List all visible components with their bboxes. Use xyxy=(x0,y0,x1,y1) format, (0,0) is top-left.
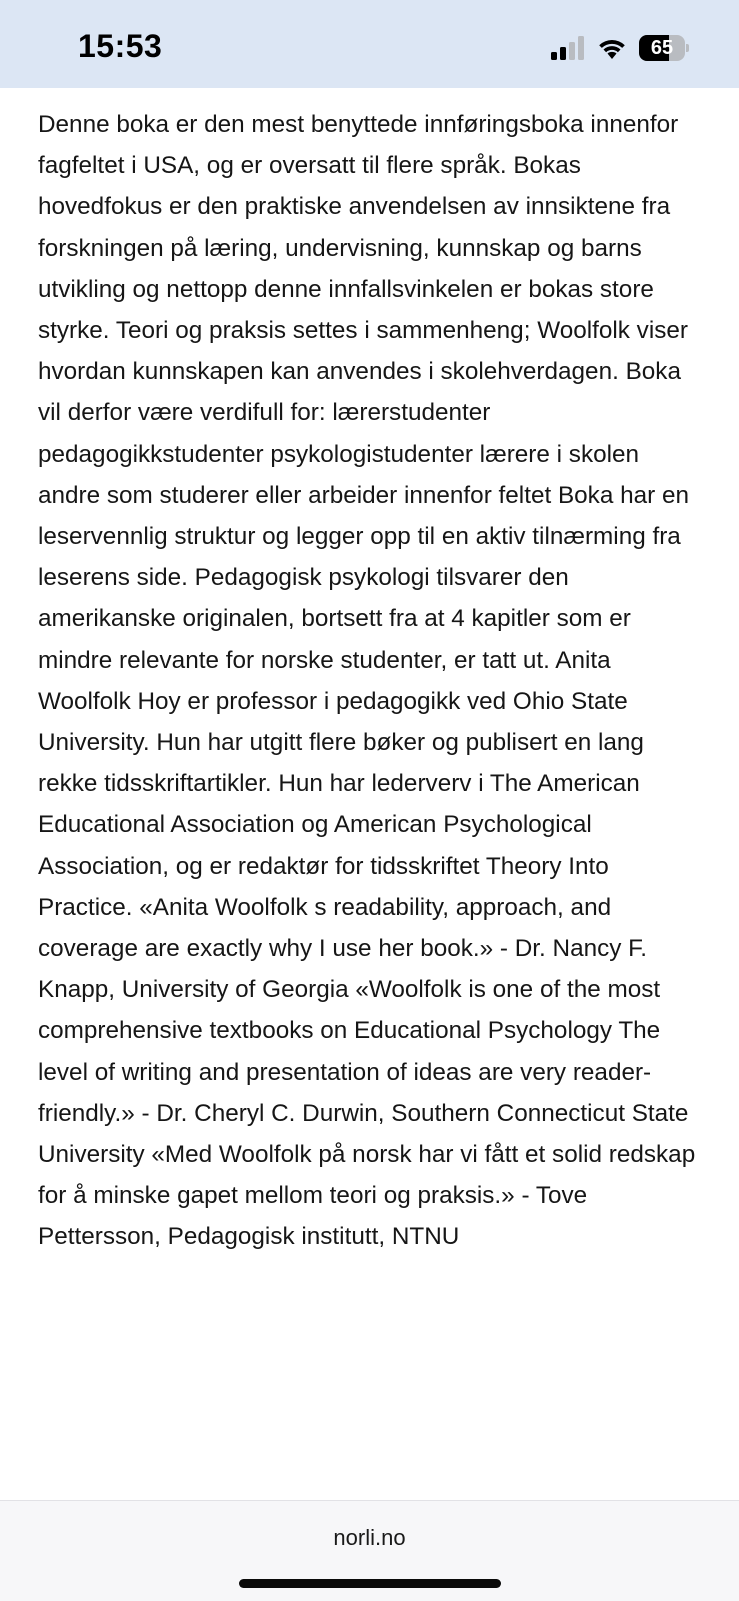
signal-bar-1 xyxy=(551,52,557,60)
browser-bottom-bar xyxy=(0,1500,739,1601)
url-label[interactable]: norli.no xyxy=(333,1525,406,1550)
signal-bar-4 xyxy=(578,36,584,60)
signal-bar-2 xyxy=(560,47,566,60)
signal-bar-3 xyxy=(569,42,575,60)
battery-level: 65 xyxy=(650,37,674,59)
book-description: Denne boka er den mest benyttede innføringsboka innenfor fagfeltet i USA, og er oversatt til flere språk. Bokas hovedfokus er den praktiske anvendelsen av innsiktene fra forskningen på læring, undervisning, kunnskap og barns utvikling og nettopp denne innfallsvinkelen er bokas store styrke. Teori og praksis settes i sammenheng; Woolfolk viser hvordan kunnskapen kan anvendes i skolehverdagen. Boka vil derfor være verdifull for: lærerstudenter pedagogikkstudenter psykologistudenter lærere i skolen andre som studerer eller arbeider innenfor feltet Boka har en leservennlig struktur og legger opp til en aktiv tilnærming fra leserens side. Pedagogisk psykologi tilsvarer den amerikanske originalen, bortsett fra at 4 kapitler som er mindre relevante for norske studenter, er tatt ut. Anita Woolfolk Hoy er professor i pedagogikk ved Ohio State University. Hun har utgitt flere bøker og publisert en lang rekke tidsskriftartikler. Hun har lederverv i The American Educational Association og American Psychological Association, og er redaktør for tidsskriftet Theory Into Practice. «Anita Woolfolk s readability, approach, and coverage are exactly why I use her book.» - Dr. Nancy F. Knapp, University of Georgia «Woolfolk is one of the most comprehensive textbooks on Educational Psychology The level of writing and presentation of ideas are very reader-friendly.» - Dr. Cheryl C. Durwin, Southern Connecticut State University «Med Woolfolk på norsk har vi fått et solid redskap for å minske gapet mellom teori og praksis.» - Tove Pettersson, Pedagogisk institutt, NTNU xyxy=(38,111,696,1251)
wifi-icon xyxy=(597,36,627,60)
status-icons xyxy=(551,34,689,62)
status-time: 15:53 xyxy=(78,28,163,64)
status-bar xyxy=(0,0,739,88)
battery-icon xyxy=(639,35,689,61)
home-indicator[interactable] xyxy=(239,1579,501,1588)
signal-icon xyxy=(551,36,585,60)
